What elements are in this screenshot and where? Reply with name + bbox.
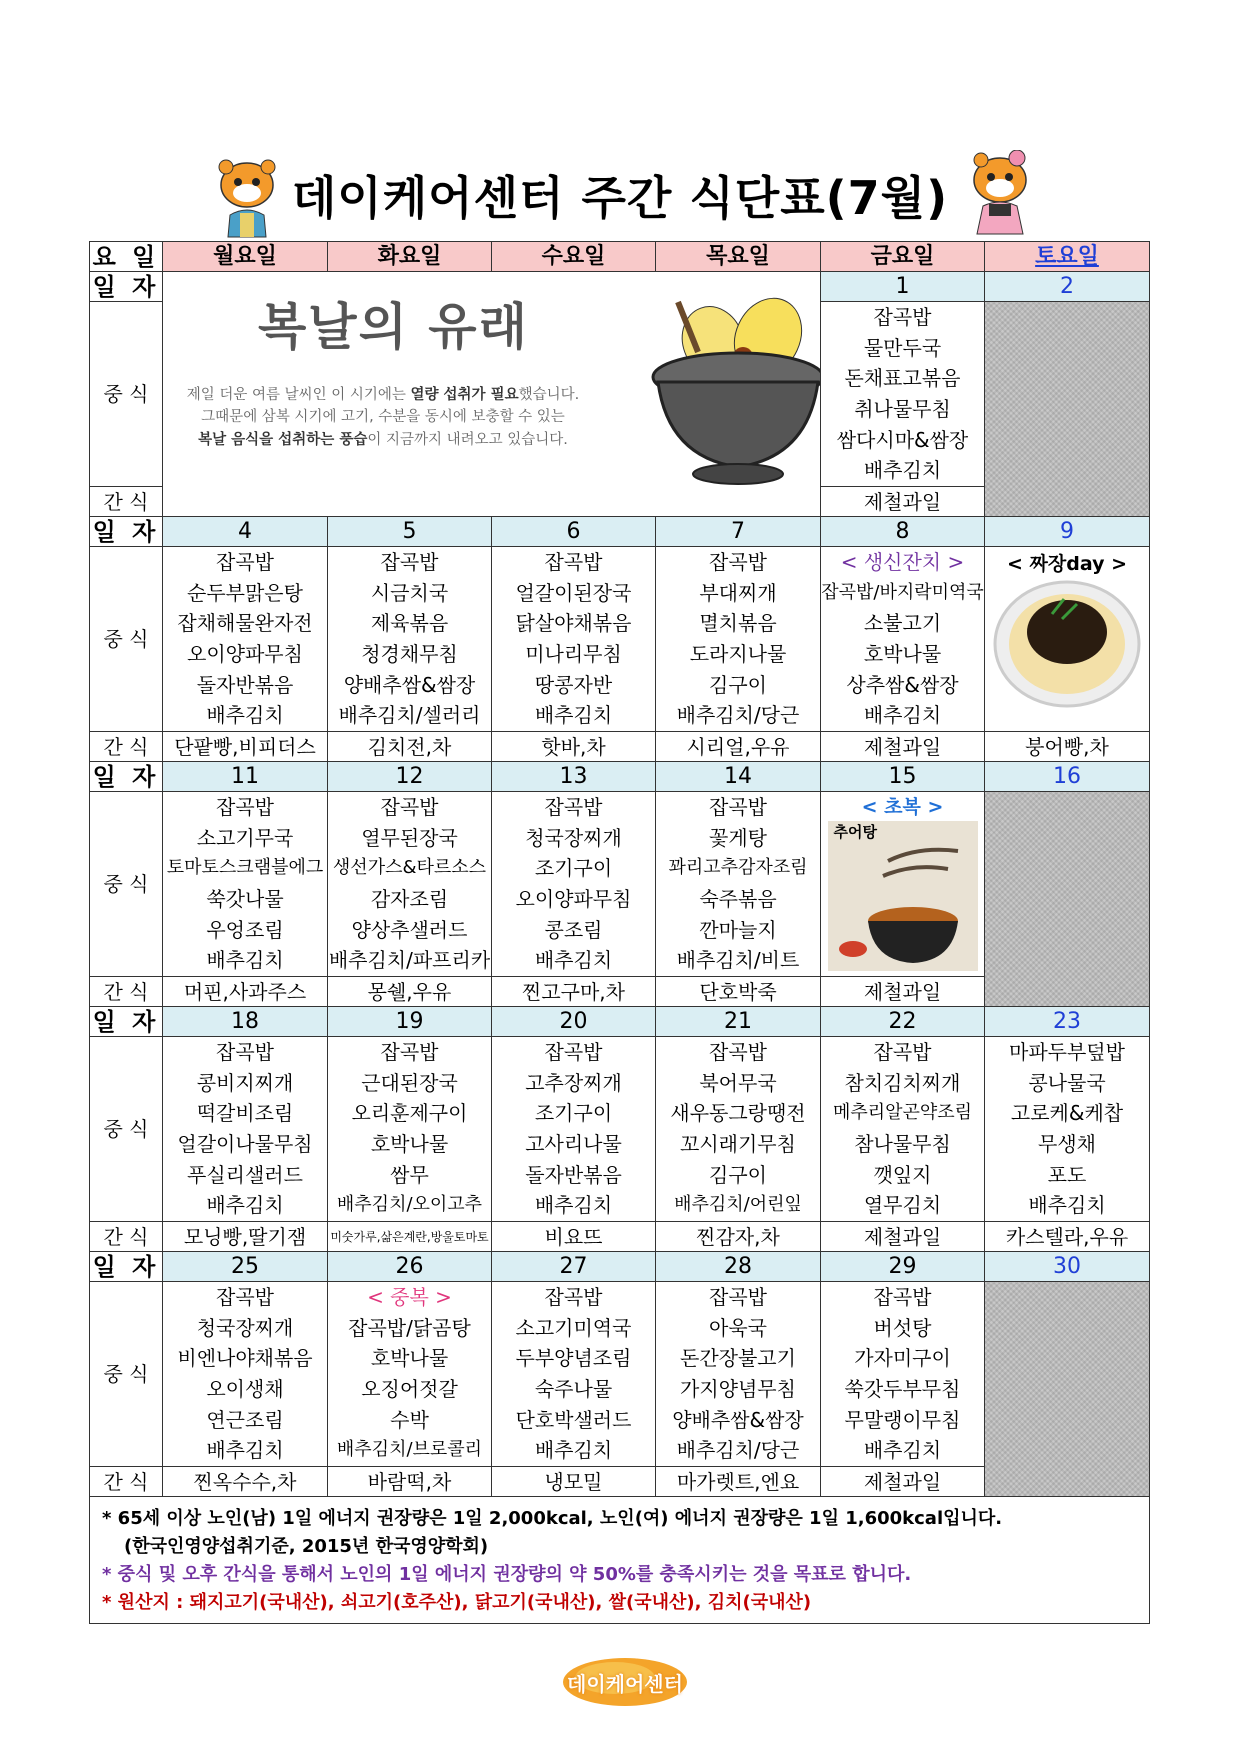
date-label: 일 자 (90, 517, 163, 547)
date-cell: 5 (328, 517, 492, 547)
empty-cell (985, 1282, 1150, 1497)
snack-cell: 김치전,차 (328, 732, 492, 762)
daycare-logo (555, 1650, 695, 1710)
snack-cell: 몽쉘,우유 (328, 977, 492, 1007)
weekday-sat: 토요일 (985, 242, 1150, 272)
snack-cell: 바람떡,차 (328, 1467, 492, 1497)
boknal-info-panel (163, 272, 821, 517)
date-cell: 9 (985, 517, 1150, 547)
date-cell: 12 (328, 762, 492, 792)
title-area (0, 150, 1240, 240)
snack-cell: 머핀,사과주스 (163, 977, 328, 1007)
weekday-mon: 월요일 (163, 242, 328, 272)
date-label: 일 자 (90, 762, 163, 792)
snack-cell: 찐옥수수,차 (163, 1467, 328, 1497)
birthday-event-label: < 생신잔치 > (840, 550, 965, 575)
date-cell: 16 (985, 762, 1150, 792)
menu-cell: 잡곡밥 청국장찌개 비엔나야채볶음 오이생채 연근조림 배추김치 (163, 1282, 328, 1467)
menu-cell: 잡곡밥 참치김치찌개 메추리알곤약조림 참나물무침 깻잎지 열무김치 (821, 1037, 985, 1222)
snack-cell: 핫바,차 (492, 732, 656, 762)
snack-cell: 시리얼,우유 (656, 732, 821, 762)
snack-cell: 제철과일 (821, 977, 985, 1007)
menu-cell: 잡곡밥 고추장찌개 조기구이 고사리나물 돌자반볶음 배추김치 (492, 1037, 656, 1222)
page-title: 데이케어센터 주간 식단표(7월) (291, 171, 949, 225)
jjajang-day-cell (985, 547, 1150, 732)
date-cell: 28 (656, 1252, 821, 1282)
date-cell: 15 (821, 762, 985, 792)
note-origin-line: * 원산지 : 돼지고기(국내산), 쇠고기(호주산), 닭고기(국내산), 쌀(국내산), 김치(국내산) (102, 1591, 812, 1613)
logo-text: 데이케어센터 (567, 1672, 683, 1696)
weekday-wed: 수요일 (492, 242, 656, 272)
snack-cell: 제철과일 (821, 1222, 985, 1252)
snack-cell: 마가렛트,엔요 (656, 1467, 821, 1497)
notes-cell (90, 1497, 1150, 1624)
note-goal-line: * 중식 및 오후 간식을 통해서 노인의 1일 에너지 권장량의 약 50%를 충족시키는 것을 목표로 합니다. (102, 1563, 912, 1585)
jjajangmyeon-bowl-icon (992, 574, 1142, 714)
weekday-thu: 목요일 (656, 242, 821, 272)
date-cell: 4 (163, 517, 328, 547)
date-cell: 22 (821, 1007, 985, 1037)
menu-cell: 잡곡밥 열무된장국 생선가스&타르소스 감자조림 양상추샐러드 배추김치/파프리카 (328, 792, 492, 977)
jjajang-day-label: < 짜장day > (1006, 553, 1127, 575)
menu-cell: 잡곡밥 소고기미역국 두부양념조림 숙주나물 단호박샐러드 배추김치 (492, 1282, 656, 1467)
snack-cell: 제철과일 (821, 1467, 985, 1497)
snack-cell: 단팥빵,비피더스 (163, 732, 328, 762)
chobok-cell (821, 792, 985, 977)
menu-cell: 잡곡밥 청국장찌개 조기구이 오이양파무침 콩조림 배추김치 (492, 792, 656, 977)
snack-label: 간 식 (90, 487, 163, 517)
snack-cell: 단호박죽 (656, 977, 821, 1007)
lunch-label: 중 식 (90, 1037, 163, 1222)
lunch-label: 중 식 (90, 302, 163, 487)
notes-row (90, 1497, 1150, 1624)
snack-cell: 비요뜨 (492, 1222, 656, 1252)
chueotang-label: 추어탕 (833, 823, 877, 841)
date-cell: 27 (492, 1252, 656, 1282)
menu-cell: 잡곡밥 부대찌개 멸치볶음 도라지나물 김구이 배추김치/당근 (656, 547, 821, 732)
menu-cell: 잡곡밥 콩비지찌개 떡갈비조림 얼갈이나물무침 푸실리샐러드 배추김치 (163, 1037, 328, 1222)
empty-cell (985, 792, 1150, 1007)
menu-cell: 잡곡밥 시금치국 제육볶음 청경채무침 양배추쌈&쌈장 배추김치/셀러리 (328, 547, 492, 732)
snack-row-week4 (90, 1222, 1150, 1252)
date-cell: 2 (985, 272, 1150, 302)
date-cell: 6 (492, 517, 656, 547)
snack-cell: 모닝빵,딸기잼 (163, 1222, 328, 1252)
note-source-line: (한국인영양섭취기준, 2015년 한국영양학회) (124, 1535, 489, 1557)
date-cell: 26 (328, 1252, 492, 1282)
jungbok-event-label: < 중복 > (367, 1285, 452, 1310)
date-cell: 1 (821, 272, 985, 302)
lunch-row-week4 (90, 1037, 1150, 1222)
date-row-week1 (90, 272, 1150, 302)
chueotang-bowl-icon (828, 821, 978, 971)
date-label: 일 자 (90, 1252, 163, 1282)
menu-cell: < 생신잔치 > 잡곡밥/바지락미역국 소불고기 호박나물 상추쌈&쌈장 배추김치 (821, 547, 985, 732)
date-cell: 30 (985, 1252, 1150, 1282)
tiger-mascot-right-icon (965, 150, 1035, 235)
date-row-week4 (90, 1007, 1150, 1037)
date-cell: 21 (656, 1007, 821, 1037)
date-cell: 11 (163, 762, 328, 792)
snack-cell: 찐고구마,차 (492, 977, 656, 1007)
empty-cell (985, 302, 1150, 517)
snack-cell: 미숫가루,삶은계란,방울토마토 (328, 1222, 492, 1252)
samgyetang-pot-icon (638, 282, 821, 492)
snack-cell: 붕어빵,차 (985, 732, 1150, 762)
snack-label: 간 식 (90, 1467, 163, 1497)
date-cell: 23 (985, 1007, 1150, 1037)
snack-cell: 제철과일 (821, 487, 985, 517)
snack-cell: 냉모밀 (492, 1467, 656, 1497)
date-cell: 7 (656, 517, 821, 547)
lunch-label: 중 식 (90, 547, 163, 732)
boknal-description: 제일 더운 여름 날씨인 이 시기에는 열량 섭취가 필요했습니다. 그때문에 삼복 시기에 고기, 수분을 동시에 보충할 수 있는 복날 음식을 섭취하는 풍습이 지금까지 내려오고 있습니다. (186, 387, 580, 448)
chueotang-image (828, 821, 978, 971)
weekday-header-row (90, 242, 1150, 272)
date-cell: 8 (821, 517, 985, 547)
snack-row-week2 (90, 732, 1150, 762)
menu-cell: 잡곡밥 순두부맑은탕 잡채해물완자전 오이양파무침 돌자반볶음 배추김치 (163, 547, 328, 732)
menu-cell: < 중복 > 잡곡밥/닭곰탕 호박나물 오징어젓갈 수박 배추김치/브로콜리 (328, 1282, 492, 1467)
date-cell: 13 (492, 762, 656, 792)
menu-cell: 잡곡밥 꽃게탕 꽈리고추감자조림 숙주볶음 깐마늘지 배추김치/비트 (656, 792, 821, 977)
date-cell: 20 (492, 1007, 656, 1037)
weekly-menu-table (89, 241, 1150, 1624)
snack-cell: 제철과일 (821, 732, 985, 762)
weekday-label: 요 일 (90, 242, 163, 272)
lunch-label: 중 식 (90, 792, 163, 977)
date-cell: 29 (821, 1252, 985, 1282)
menu-cell: 잡곡밥 얼갈이된장국 닭살야채볶음 미나리무침 땅콩자반 배추김치 (492, 547, 656, 732)
weekday-fri: 금요일 (821, 242, 985, 272)
menu-cell: 잡곡밥 버섯탕 가자미구이 쑥갓두부무침 무말랭이무침 배추김치 (821, 1282, 985, 1467)
lunch-row-week3 (90, 792, 1150, 977)
menu-cell: 잡곡밥 소고기무국 토마토스크램블에그 쑥갓나물 우엉조림 배추김치 (163, 792, 328, 977)
date-row-week3 (90, 762, 1150, 792)
date-cell: 18 (163, 1007, 328, 1037)
menu-cell: 잡곡밥 근대된장국 오리훈제구이 호박나물 쌈무 배추김치/오이고추 (328, 1037, 492, 1222)
snack-label: 간 식 (90, 1222, 163, 1252)
date-row-week5 (90, 1252, 1150, 1282)
menu-cell: 잡곡밥 물만두국 돈채표고볶음 취나물무침 쌈다시마&쌈장 배추김치 (821, 302, 985, 487)
date-label: 일 자 (90, 272, 163, 302)
date-cell: 25 (163, 1252, 328, 1282)
menu-cell: 잡곡밥 아욱국 돈간장불고기 가지양념무침 양배추쌈&쌈장 배추김치/당근 (656, 1282, 821, 1467)
menu-cell: 잡곡밥 북어무국 새우동그랑땡전 꼬시래기무침 김구이 배추김치/어린잎 (656, 1037, 821, 1222)
snack-cell: 카스텔라,우유 (985, 1222, 1150, 1252)
note-energy-line: * 65세 이상 노인(남) 1일 에너지 권장량은 1일 2,000kcal, 노인(여) 에너지 권장량은 1일 1,600kcal입니다. (102, 1508, 1003, 1529)
lunch-row-week5 (90, 1282, 1150, 1467)
weekday-tue: 화요일 (328, 242, 492, 272)
date-cell: 14 (656, 762, 821, 792)
snack-label: 간 식 (90, 977, 163, 1007)
date-row-week2 (90, 517, 1150, 547)
chobok-event-label: < 초복 > (861, 796, 944, 818)
date-cell: 19 (328, 1007, 492, 1037)
date-label: 일 자 (90, 1007, 163, 1037)
menu-cell: 마파두부덮밥 콩나물국 고로케&케찹 무생채 포도 배추김치 (985, 1037, 1150, 1222)
lunch-label: 중 식 (90, 1282, 163, 1467)
snack-label: 간 식 (90, 732, 163, 762)
boknal-title: 복날의 유래 (258, 298, 529, 356)
lunch-row-week2 (90, 547, 1150, 732)
snack-cell: 찐감자,차 (656, 1222, 821, 1252)
